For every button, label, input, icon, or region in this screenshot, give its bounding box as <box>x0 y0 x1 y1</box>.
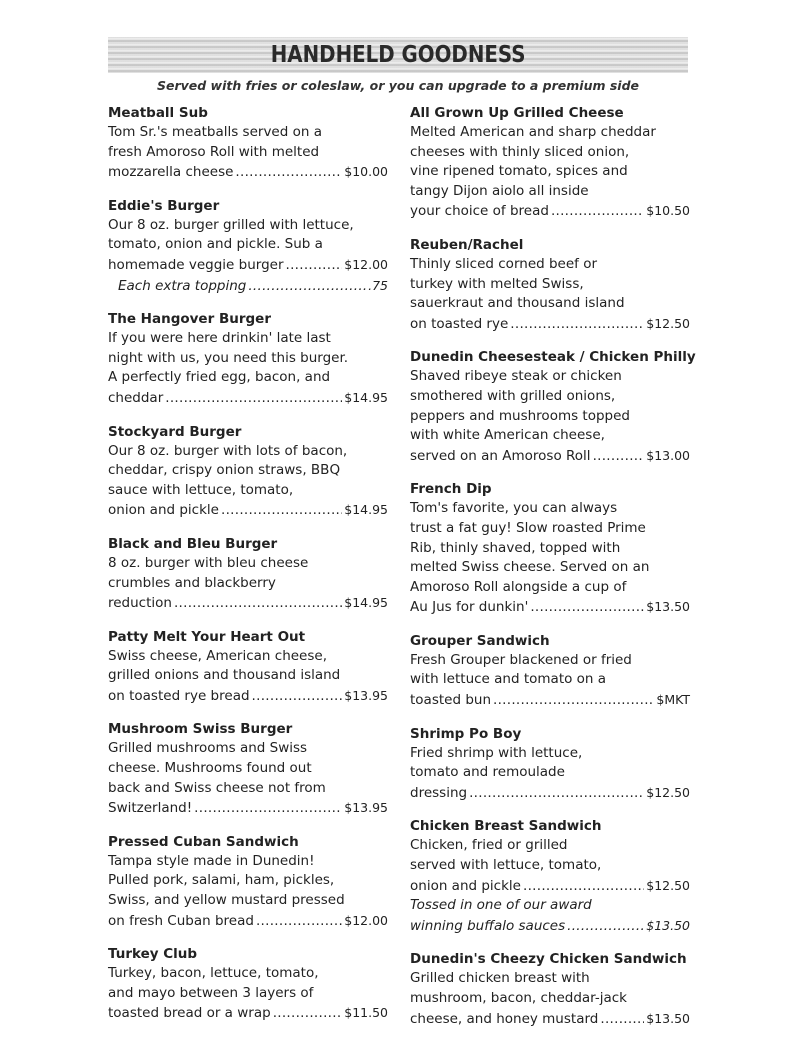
leader-dots <box>567 917 644 937</box>
item-description: If you were here drinkin' late last <box>108 330 331 347</box>
item-price: $10.00 <box>344 164 388 180</box>
item-name: Grouper Sandwich <box>410 632 550 649</box>
price-line <box>108 276 388 297</box>
right-column <box>410 103 696 1042</box>
item-description: trust a fat guy! Slow roasted Prime <box>410 519 646 536</box>
item-price: $14.95 <box>344 595 388 611</box>
menu-item <box>108 534 388 614</box>
item-description: tomato, onion and pickle. Sub a <box>108 236 323 253</box>
item-description: Our 8 oz. burger grilled with lettuce, <box>108 216 354 233</box>
item-name: Shrimp Po Boy <box>410 725 522 742</box>
item-description: tomato and remoulade <box>410 764 565 781</box>
item-price: $13.95 <box>344 687 388 703</box>
description-end: reduction <box>108 595 172 612</box>
price-line <box>108 500 388 521</box>
menu-item <box>108 832 388 931</box>
item-price: $12.00 <box>344 912 388 928</box>
leader-dots <box>523 877 644 897</box>
menu-item <box>108 627 388 707</box>
leader-dots <box>221 501 342 521</box>
item-name: French Dip <box>410 481 492 498</box>
item-description: Turkey, bacon, lettuce, tomato, <box>108 965 319 982</box>
item-name: Mushroom Swiss Burger <box>108 721 293 738</box>
menu-item <box>108 422 388 521</box>
item-description: night with us, you need this burger. <box>108 349 349 366</box>
item-price: $13.50 <box>646 599 690 615</box>
section-title: HANDHELD GOODNESS <box>270 42 526 68</box>
item-description: Shaved ribeye steak or chicken <box>410 368 622 385</box>
item-price: $14.95 <box>344 502 388 518</box>
item-description: Swiss, and yellow mustard pressed <box>108 892 345 909</box>
item-description: crumbles and blackberry <box>108 574 276 591</box>
item-price: $13.50 <box>646 917 690 933</box>
leader-dots <box>174 594 342 614</box>
price-line <box>108 1003 388 1024</box>
description-end: Au Jus for dunkin' <box>410 599 529 616</box>
item-description: A perfectly fried egg, bacon, and <box>108 369 331 386</box>
item-price: $13.00 <box>646 447 690 463</box>
menu-item <box>410 347 696 466</box>
item-description: Tom Sr.'s meatballs served on a <box>108 124 322 140</box>
leader-dots <box>530 598 644 618</box>
item-price: $12.50 <box>646 877 690 893</box>
description-end: Switzerland! <box>108 800 193 817</box>
menu-item <box>410 103 690 222</box>
item-price: $12.50 <box>646 784 690 800</box>
item-description: Amoroso Roll alongside a cup of <box>410 578 627 595</box>
item-price: $13.50 <box>646 1010 690 1026</box>
item-description: back and Swiss cheese not from <box>108 779 326 796</box>
price-line <box>410 314 690 335</box>
description-end: on toasted rye <box>410 315 509 332</box>
menu-item <box>410 479 690 618</box>
item-description: Fresh Grouper blackened or fried <box>410 651 632 668</box>
item-description: tangy Dijon aiolo all inside <box>410 182 589 199</box>
item-name: Stockyard Burger <box>108 423 242 440</box>
menu-item <box>410 631 690 711</box>
left-column <box>108 103 388 1037</box>
item-description: smothered with grilled onions, <box>410 387 616 404</box>
item-name: The Hangover Burger <box>108 311 271 328</box>
item-price: $10.50 <box>646 203 690 219</box>
price-line <box>108 798 388 819</box>
leader-dots <box>493 691 654 711</box>
price-line <box>410 916 690 937</box>
item-description: turkey with melted Swiss, <box>410 275 584 292</box>
item-description: with lettuce and tomato on a <box>410 671 607 688</box>
price-line <box>410 597 690 618</box>
price-line <box>108 388 388 409</box>
price-line <box>108 911 388 932</box>
item-description: and mayo between 3 layers of <box>108 984 314 1001</box>
leader-dots <box>252 687 343 707</box>
price-line <box>108 255 388 276</box>
item-description: vine ripened tomato, spices and <box>410 163 628 180</box>
item-description: sauerkraut and thousand island <box>410 295 625 312</box>
item-price: $12.00 <box>344 256 388 272</box>
description-end: toasted bun <box>410 692 491 709</box>
item-name: Pressed Cuban Sandwich <box>108 833 299 850</box>
item-description: Grilled mushrooms and Swiss <box>108 740 308 757</box>
item-description: fresh Amoroso Roll with melted <box>108 143 320 160</box>
description-end: cheddar <box>108 389 164 406</box>
price-line <box>108 593 388 614</box>
description-end: homemade veggie burger <box>108 256 284 273</box>
item-note: Tossed in one of our award <box>410 897 592 914</box>
menu-item <box>410 235 690 334</box>
description-end: onion and pickle <box>108 502 219 519</box>
leader-dots <box>194 799 342 819</box>
menu-item <box>108 196 388 296</box>
price-line <box>108 686 388 707</box>
item-description: Thinly sliced corned beef or <box>410 255 598 272</box>
menu-item <box>108 944 388 1024</box>
item-name: Dunedin's Cheezy Chicken Sandwich <box>410 951 687 968</box>
description-end: your choice of bread <box>410 203 549 220</box>
menu-item <box>410 949 690 1029</box>
item-description: Rib, thinly shaved, topped with <box>410 539 621 556</box>
description-end: winning buffalo sauces <box>410 917 566 934</box>
description-end: toasted bread or a wrap <box>108 1005 271 1022</box>
item-description: Our 8 oz. burger with lots of bacon, <box>108 442 348 459</box>
item-description: Fried shrimp with lettuce, <box>410 744 583 761</box>
item-description: cheeses with thinly sliced onion, <box>410 143 630 160</box>
item-price: $11.50 <box>344 1005 388 1021</box>
item-price: $13.95 <box>344 800 388 816</box>
price-line <box>410 446 690 467</box>
item-name: Dunedin Cheesesteak / Chicken Philly <box>410 349 696 366</box>
leader-dots <box>469 784 644 804</box>
item-name: Patty Melt Your Heart Out <box>108 628 306 645</box>
item-description: cheese. Mushrooms found out <box>108 760 312 777</box>
item-description: sauce with lettuce, tomato, <box>108 481 294 498</box>
description-end: on toasted rye bread <box>108 687 250 704</box>
item-description: 8 oz. burger with bleu cheese <box>108 554 309 571</box>
leader-dots <box>273 1004 343 1024</box>
item-price: $12.50 <box>646 315 690 331</box>
section-banner <box>108 37 688 73</box>
item-description: Chicken, fried or grilled <box>410 837 568 854</box>
item-price: .75 <box>368 277 388 293</box>
price-line <box>410 690 690 711</box>
price-line <box>108 162 388 183</box>
description-end: cheese, and honey mustard <box>410 1010 599 1027</box>
section-subtitle: Served with fries or coleslaw, or you can upgrade to a premium side <box>156 78 640 93</box>
menu-item <box>108 719 388 818</box>
price-line <box>410 201 690 222</box>
item-description: Grilled chicken breast with <box>410 970 590 987</box>
item-name: Reuben/Rachel <box>410 236 524 253</box>
item-description: cheddar, crispy onion straws, BBQ <box>108 462 341 479</box>
item-description: Melted American and sharp cheddar <box>410 124 656 140</box>
menu-item <box>410 724 690 804</box>
item-description: melted Swiss cheese. Served on an <box>410 559 650 576</box>
price-line <box>410 876 690 897</box>
description-end: on fresh Cuban bread <box>108 912 254 929</box>
price-line <box>410 1009 690 1030</box>
description-end: served on an Amoroso Roll <box>410 447 591 464</box>
item-name: Eddie's Burger <box>108 197 220 214</box>
item-name: Meatball Sub <box>108 105 208 121</box>
item-description: Tampa style made in Dunedin! <box>108 852 315 869</box>
description-end: Each extra topping <box>118 277 247 294</box>
description-end: mozzarella cheese <box>108 164 234 181</box>
leader-dots <box>286 256 343 276</box>
leader-dots <box>256 912 342 932</box>
item-description: peppers and mushrooms topped <box>410 407 630 424</box>
description-end: onion and pickle <box>410 877 521 894</box>
item-description: Tom's favorite, you can always <box>410 500 618 517</box>
menu-item <box>410 816 690 936</box>
item-description: Swiss cheese, American cheese, <box>108 647 327 664</box>
item-description: with white American cheese, <box>410 427 605 444</box>
item-price: $MKT <box>656 692 690 708</box>
menu-item <box>108 103 388 183</box>
item-description: mushroom, bacon, cheddar-jack <box>410 990 627 1006</box>
item-name: Chicken Breast Sandwich <box>410 818 602 835</box>
item-description: Pulled pork, salami, ham, pickles, <box>108 872 335 889</box>
leader-dots <box>235 163 342 183</box>
item-price: $14.95 <box>344 389 388 405</box>
leader-dots <box>593 447 645 467</box>
leader-dots <box>551 202 644 222</box>
price-line <box>410 783 690 804</box>
item-name: Turkey Club <box>108 946 198 963</box>
leader-dots <box>600 1010 644 1030</box>
item-name: Black and Bleu Burger <box>108 535 278 552</box>
leader-dots <box>248 277 366 297</box>
description-end: dressing <box>410 784 468 801</box>
leader-dots <box>165 389 342 409</box>
menu-item <box>108 309 388 408</box>
leader-dots <box>510 315 644 335</box>
item-name: All Grown Up Grilled Cheese <box>410 105 624 121</box>
item-description: grilled onions and thousand island <box>108 667 341 684</box>
item-description: served with lettuce, tomato, <box>410 857 602 874</box>
